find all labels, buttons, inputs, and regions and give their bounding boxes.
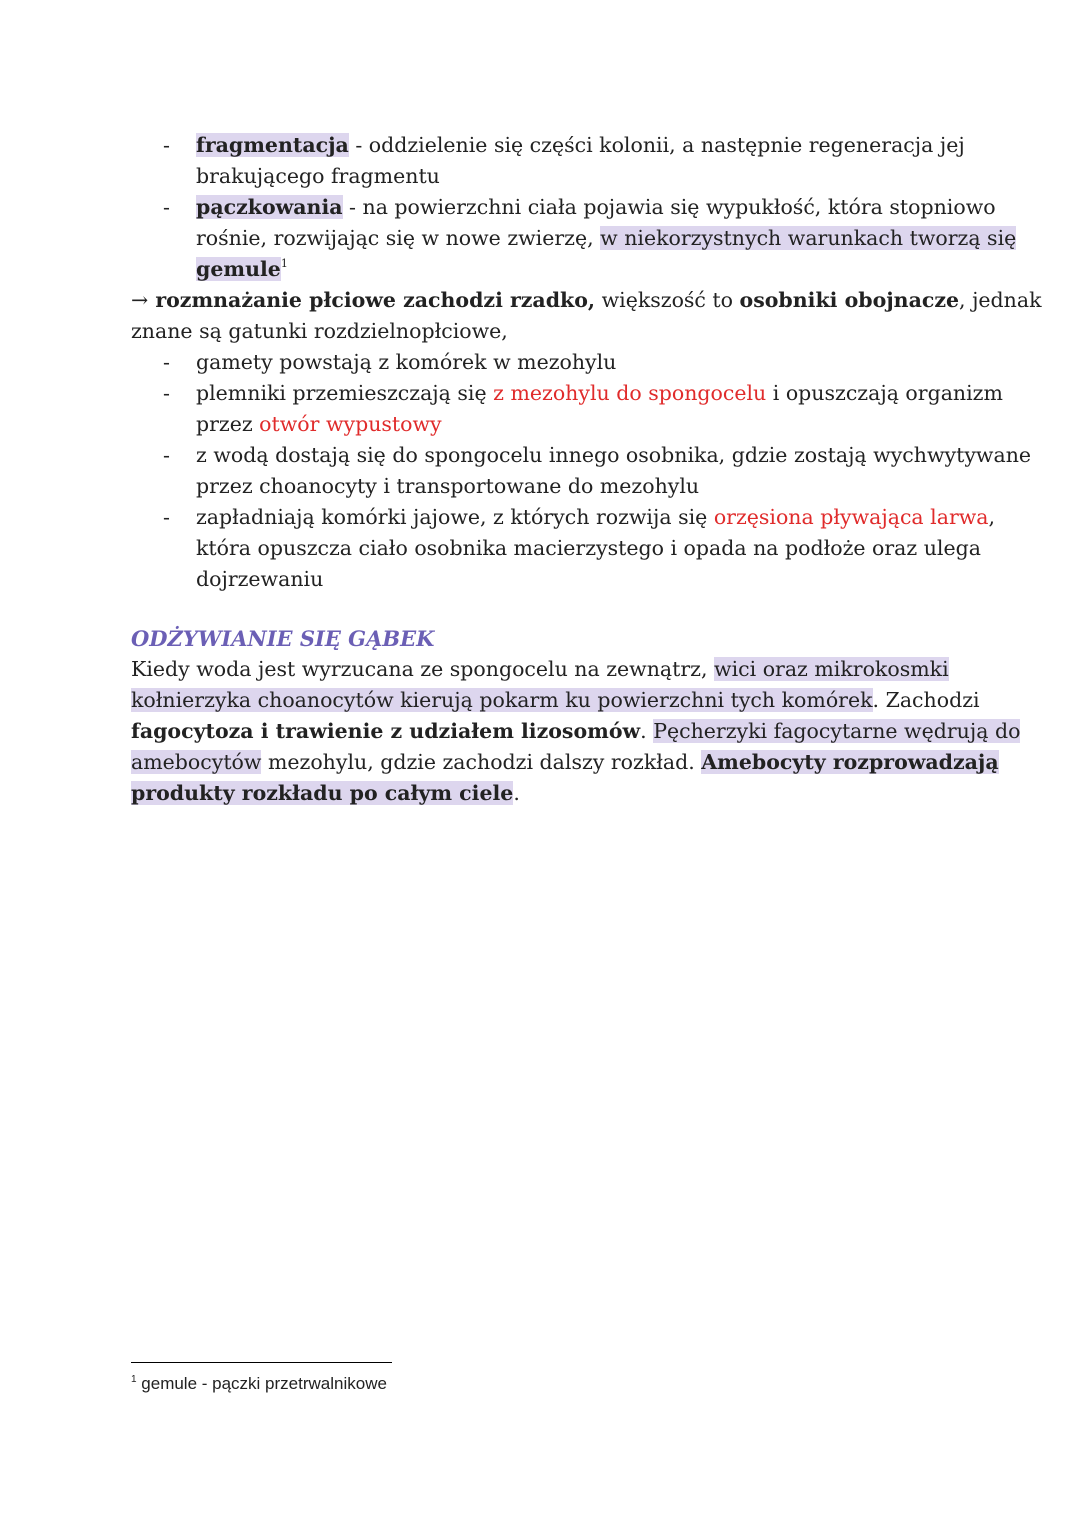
section-heading: ODŻYWIANIE SIĘ GĄBEK [131, 626, 435, 651]
footnote-text: gemule - pączki przetrwalnikowe [136, 1374, 387, 1393]
footnote-ref[interactable]: 1 [280, 257, 288, 270]
list-item-water-line1: z wodą dostają się do spongocelu innego osobnika, gdzie zostają wychwytywane [196, 443, 1032, 467]
list-item-water-line2: przez choanocyty i transportowane do mezohylu [196, 474, 700, 498]
list-item-gametes: gamety powstają z komórek w mezohylu [196, 350, 617, 374]
list-bullet: - [163, 381, 170, 405]
list-item-budding-line1: pączkowania - na powierzchni ciała pojawia się wypukłość, która stopniowo [196, 195, 996, 219]
list-item-sperm-line1: plemniki przemieszczają się z mezohylu do spongocelu i opuszczają organizm [196, 381, 1003, 405]
nutrition-line5: produkty rozkładu po całym ciele. [131, 781, 520, 805]
list-bullet: - [163, 505, 170, 529]
nutrition-line4: amebocytów mezohylu, gdzie zachodzi dalszy rozkład. Amebocyty rozprowadzają [131, 750, 999, 774]
list-bullet: - [163, 443, 170, 467]
list-item-fragmentation-line2: brakującego fragmentu [196, 164, 440, 188]
list-item-fertilize-line3: dojrzewaniu [196, 567, 324, 591]
list-bullet: - [163, 133, 170, 157]
list-item-fertilize-line1: zapładniają komórki jajowe, z których rozwija się orzęsiona pływająca larwa, [196, 505, 996, 529]
list-item-fertilize-line2: która opuszcza ciało osobnika macierzystego i opada na podłoże oraz ulega [196, 536, 981, 560]
list-item-sperm-line2: przez otwór wypustowy [196, 412, 442, 436]
arrow-icon: → [131, 288, 149, 312]
list-item-budding-line3 [196, 254, 288, 285]
footnote [131, 1372, 387, 1396]
list-item-budding-line2: rośnie, rozwijając się w nowe zwierzę, w niekorzystnych warunkach tworzą się [196, 226, 1017, 250]
term-fragmentacja: fragmentacja [196, 133, 349, 157]
list-item-fragmentation-line1: fragmentacja - oddzielenie się części kolonii, a następnie regeneracja jej [196, 133, 965, 157]
nutrition-line2: kołnierzyka choanocytów kierują pokarm ku powierzchni tych komórek. Zachodzi [131, 688, 980, 712]
term-paczkowania: pączkowania [196, 195, 343, 219]
list-bullet: - [163, 350, 170, 374]
nutrition-line1: Kiedy woda jest wyrzucana ze spongocelu na zewnątrz, wici oraz mikrokosmki [131, 657, 949, 681]
sexual-reproduction-line2: znane są gatunki rozdzielnopłciowe, [131, 319, 508, 343]
term-gemule: gemule [196, 257, 281, 281]
footnote-divider [131, 1362, 392, 1363]
list-bullet: - [163, 195, 170, 219]
sexual-reproduction-line1: → rozmnażanie płciowe zachodzi rzadko, większość to osobniki obojnacze, jednak [131, 288, 1042, 312]
footnote-number: 1 [131, 1374, 137, 1385]
nutrition-line3: fagocytoza i trawienie z udziałem lizosomów. Pęcherzyki fagocytarne wędrują do [131, 719, 1021, 743]
